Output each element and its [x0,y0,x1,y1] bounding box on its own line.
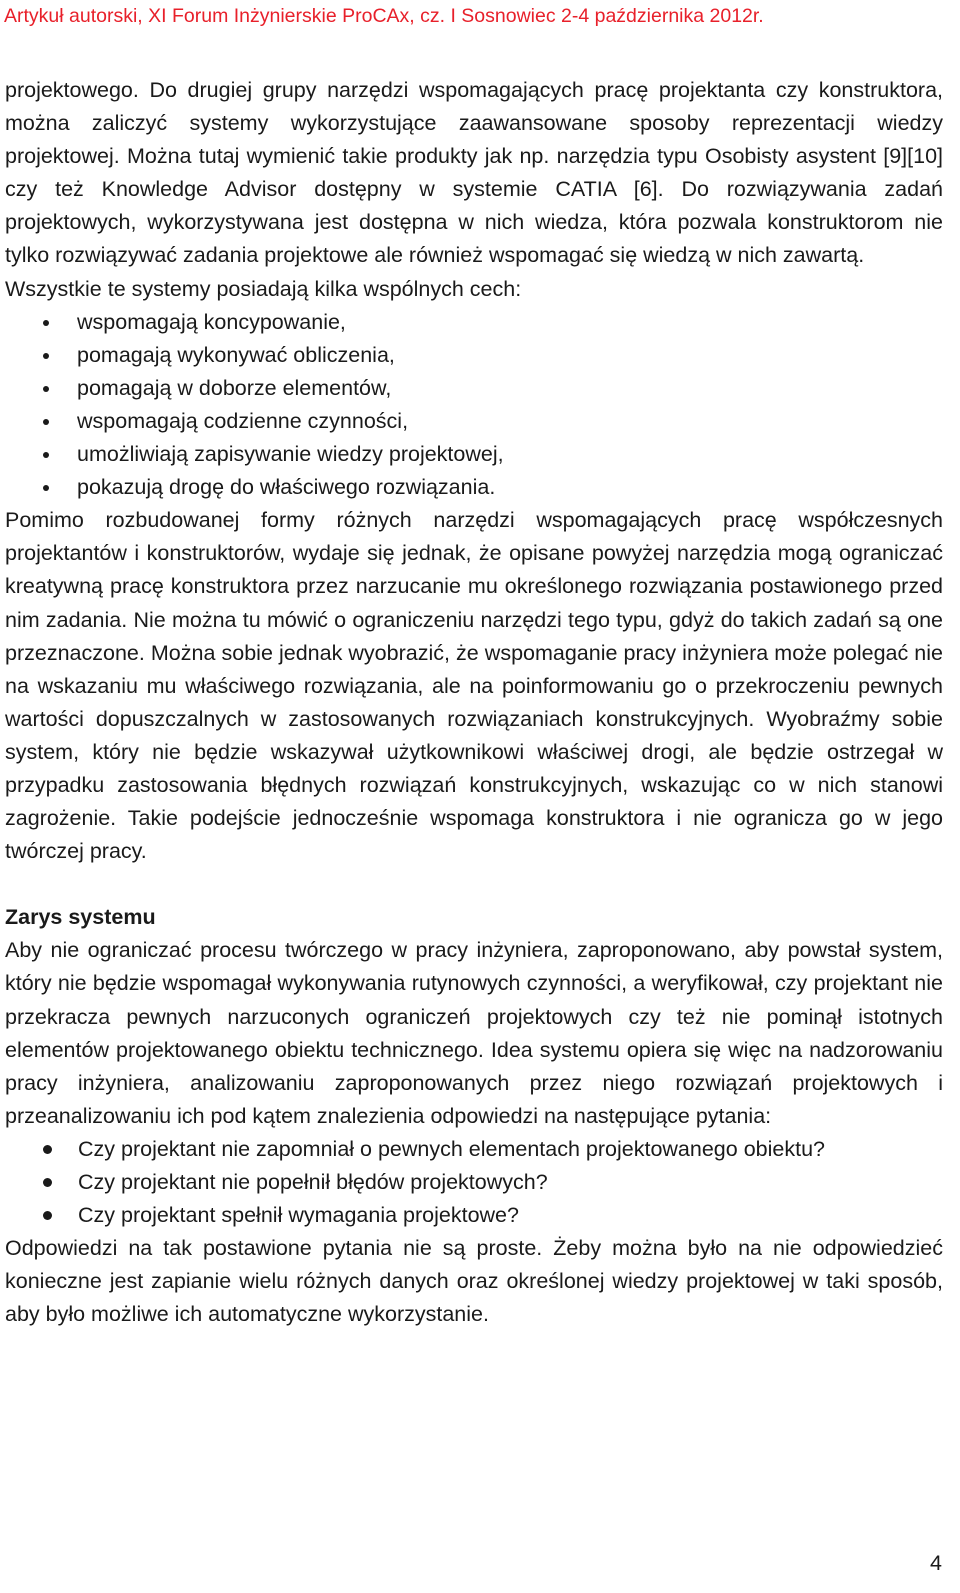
list-item: Czy projektant spełnił wymagania projektowe? [5,1199,943,1232]
paragraph-critique: Pomimo rozbudowanej formy różnych narzędzi wspomagających pracę współczesnych projektantów i konstruktorów, wydaje się jednak, że opisane powyżej narzędzia mogą ograniczać kreatywną pracę konstruktora przez narzucanie mu określonego rozwiązania postawionego przed nim zadania. Nie można tu mówić o ograniczeniu narzędzi tego typu, gdyż do takich zadań są one przeznaczone. Można sobie jednak wyobrazić, że wspomaganie pracy inżyniera może polegać nie na wskazaniu mu właściwego rozwiązania, ale na poinformowaniu go o przekroczeniu pewnych wartości dopuszczalnych w zastosowanych rozwiązaniach konstrukcyjnych. Wyobraźmy sobie system, który nie będzie wskazywał użytkownikowi właściwej drogi, ale będzie ostrzegał w przypadku zastosowania błędnych rozwiązań konstrukcyjnych, wskazując co w nich stanowi zagrożenie. Takie podejście jednocześnie wspomaga konstruktora i nie ogranicza go w jego twórczej pracy. [5,508,943,864]
paragraph-gap [5,868,943,901]
document-body [5,74,943,1331]
list-item: Czy projektant nie zapomniał o pewnych elementach projektowanego obiektu? [5,1133,943,1166]
list-item: wspomagają koncypowanie, [5,306,943,339]
list-item: umożliwiają zapisywanie wiedzy projektowej, [5,438,943,471]
features-list [5,306,943,505]
list-item: pomagają wykonywać obliczenia, [5,339,943,372]
list-item: pokazują drogę do właściwego rozwiązania. [5,471,943,504]
list-item: pomagają w doborze elementów, [5,372,943,405]
page-number: 4 [930,1551,942,1575]
running-header: Artykuł autorski, XI Forum Inżynierskie ProCAx, cz. I Sosnowiec 2-4 października 2012r. [4,5,764,27]
paragraph-features-lead: Wszystkie te systemy posiadają kilka wspólnych cech: [5,276,522,301]
paragraph-intro: projektowego. Do drugiej grupy narzędzi wspomagających pracę projektanta czy konstruktora, można zaliczyć systemy wykorzystujące zaawansowane sposoby reprezentacji wiedzy projektowej. Można tutaj wymienić takie produkty jak np. narzędzia typu Osobisty asystent [9][10] czy też Knowledge Advisor dostępny w systemie CATIA [6]. Do rozwiązywania zadań projektowych, wykorzystywana jest dostępna w nich wiedza, która pozwala konstruktorom nie tylko rozwiązywać zadania projektowe ale również wspomagać się wiedzą w nich zawartą. [5,78,943,268]
list-item: Czy projektant nie popełnił błędów projektowych? [5,1166,943,1199]
section-heading: Zarys systemu [5,905,156,930]
list-item: wspomagają codzienne czynności, [5,405,943,438]
paragraph-conclusion: Odpowiedzi na tak postawione pytania nie są proste. Żeby można było na nie odpowiedzieć konieczne jest zapianie wielu różnych danych oraz określonej wiedzy projektowej w taki sposób, aby było możliwe ich automatyczne wykorzystanie. [5,1236,943,1327]
questions-list [5,1133,943,1232]
paragraph-system-outline: Aby nie ograniczać procesu twórczego w pracy inżyniera, zaproponowano, aby powstał system, który nie będzie wspomagał wykonywania rutynowych czynności, a weryfikował, czy projektant nie przekracza pewnych narzuconych ograniczeń projektowych czy też nie pominął istotnych elementów projektowanego obiektu technicznego. Idea systemu opiera się więc na nadzorowaniu pracy inżyniera, analizowaniu zaproponowanych przez niego rozwiązań projektowych i przeanalizowaniu ich pod kątem znalezienia odpowiedzi na następujące pytania: [5,938,943,1128]
